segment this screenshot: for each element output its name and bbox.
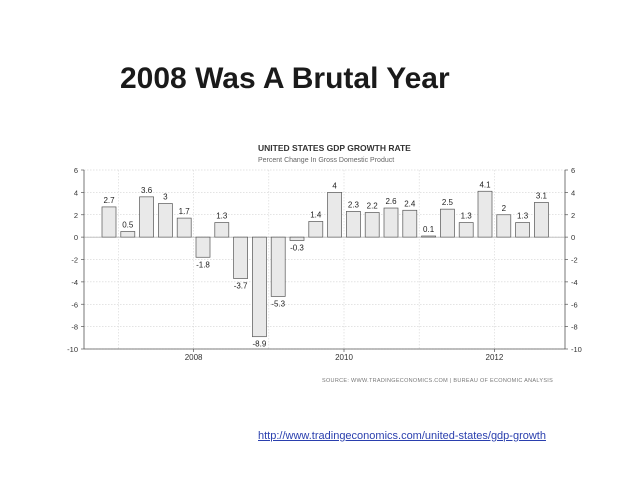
bar [497,215,511,237]
bar [422,236,436,237]
y-tick-label-left: 4 [73,188,78,198]
data-label: 2.2 [366,201,378,211]
data-label: -5.3 [271,299,286,309]
bar [440,209,454,237]
data-label: 3.1 [535,191,547,201]
axes [67,166,582,362]
y-tick-label-right: -6 [571,300,578,310]
bar [384,208,398,237]
data-label: -1.8 [196,260,210,270]
y-tick-label-left: 0 [73,233,78,243]
data-label: 2.3 [347,200,359,210]
bars [102,191,548,336]
bar [534,202,548,237]
data-label: 2.6 [385,197,397,207]
bar [309,221,323,237]
bar [403,210,417,237]
bar [252,237,266,337]
data-label: 3.6 [141,185,153,195]
chart-source: SOURCE: WWW.TRADINGECONOMICS.COM | BUREAU OF ECONOMIC ANALYSIS [322,378,554,384]
data-label: -8.9 [252,339,267,349]
data-label: 0.5 [122,220,134,230]
data-label: 2 [501,203,507,213]
bar [516,223,530,238]
grid-lines [84,170,565,349]
data-label: 4.1 [479,180,491,190]
y-tick-label-right: -10 [571,345,582,354]
x-tick-label: 2012 [485,353,504,362]
y-tick-label-left: -2 [71,255,78,265]
bar [290,237,304,240]
bar [271,237,285,296]
y-tick-label-left: 6 [73,166,78,175]
bar [346,211,360,237]
y-tick-label-left: 2 [73,210,78,220]
slide-title: 2008 Was A Brutal Year [120,62,450,95]
x-tick-label: 2008 [184,353,203,362]
data-label: -0.3 [290,243,304,253]
data-label: -3.7 [233,281,248,291]
y-tick-label-left: -4 [71,277,78,287]
y-tick-label-right: 6 [571,166,576,175]
bar [121,232,135,238]
data-label: 3 [163,192,168,202]
bar [234,237,248,278]
data-label: 1.4 [310,210,322,220]
y-tick-label-left: -6 [71,300,78,310]
bar [158,204,172,238]
bar [478,191,492,237]
y-tick-label-right: 2 [571,210,576,220]
y-tick-label-right: -4 [571,277,578,287]
bar [365,213,379,238]
chart-title: UNITED STATES GDP GROWTH RATE [258,143,411,153]
data-label: 2.4 [404,199,416,209]
bar [215,223,229,238]
data-label: 4 [332,181,337,191]
data-label: 1.7 [178,207,190,217]
bar [140,197,154,237]
data-label: 2.7 [103,195,115,205]
y-tick-label-right: 0 [571,233,576,243]
data-label: 1.3 [216,211,228,221]
source-link[interactable]: http://www.tradingeconomics.com/united-states/gdp-growth [258,430,546,442]
y-tick-label-left: -8 [71,322,78,332]
data-label: 0.1 [423,225,435,235]
bar [328,192,342,237]
y-tick-label-right: -2 [571,255,578,265]
y-tick-label-right: 4 [571,188,576,198]
y-tick-label-left: -10 [67,345,78,354]
chart-subtitle: Percent Change In Gross Domestic Product [258,157,395,164]
data-label: 2.5 [441,198,453,208]
bar [102,207,116,237]
bar [177,218,191,237]
data-label: 1.3 [517,211,529,221]
bar [459,223,473,238]
data-label: 1.3 [460,211,472,221]
bar [196,237,210,257]
x-tick-label: 2010 [335,353,353,362]
y-tick-label-right: -8 [571,322,578,332]
